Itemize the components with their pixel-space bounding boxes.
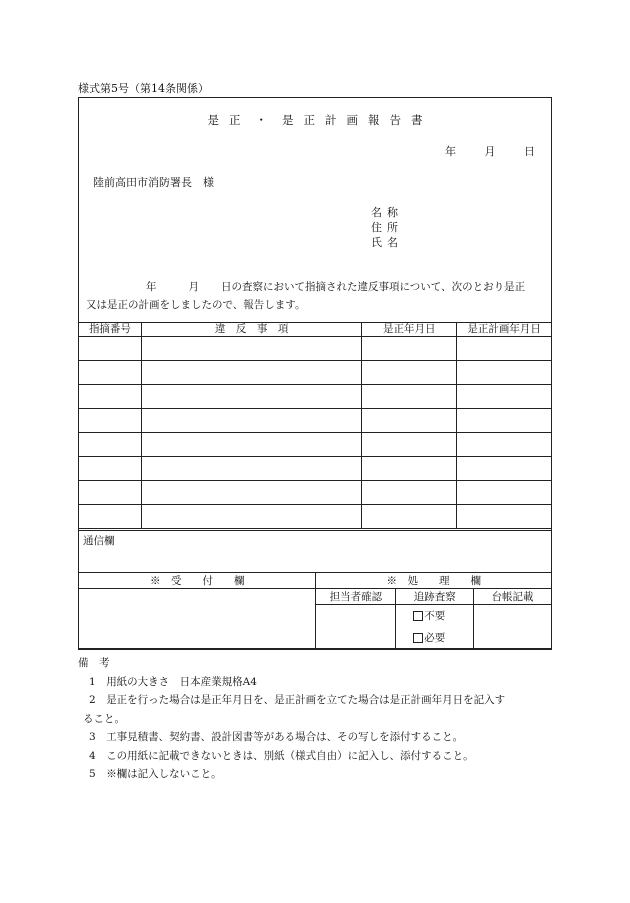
col-plan-date: 是正計画年月日 [457, 323, 552, 337]
sender-address-label: 住 所 [371, 221, 398, 234]
title-char: ・ [255, 113, 267, 127]
form-title [79, 112, 551, 128]
sender-person-label: 氏 名 [371, 236, 398, 249]
note-item: 4 この用紙に記載できないときは、別紙（様式自由）に記入し、添付すること。 [89, 749, 474, 762]
title-char: 告 [389, 113, 401, 127]
violation-table [78, 322, 552, 529]
notes-heading: 備 考 [78, 657, 110, 669]
title-char: 正 [303, 113, 315, 127]
date-day-unit: 日 [524, 145, 535, 158]
col-violation: 違 反 事 項 [141, 323, 362, 337]
follow-up-cell [396, 605, 474, 650]
sender-name-label: 名 称 [371, 206, 398, 219]
reception-cell [79, 589, 316, 650]
checkbox-icon[interactable] [413, 611, 423, 621]
office-use-table [78, 572, 552, 650]
note-item-continued: ること。 [83, 712, 125, 725]
note-item: 3 工事見積書、契約書、設計図書等がある場合は、その写しを添付すること。 [89, 731, 464, 743]
title-char: 計 [325, 113, 337, 127]
table-row [79, 409, 552, 433]
communication-label: 通信欄 [83, 535, 115, 547]
communication-field[interactable] [79, 530, 551, 572]
title-char: 正 [229, 113, 241, 127]
report-date [420, 143, 535, 159]
staff-check-cell [316, 605, 396, 650]
processing-header: ※ 処 理 欄 [316, 573, 552, 589]
checkbox-icon[interactable] [413, 633, 423, 643]
reception-header: ※ 受 付 欄 [79, 573, 316, 589]
title-char: 是 [207, 113, 219, 127]
date-year-unit: 年 [445, 145, 456, 158]
addressee: 陸前高田市消防署長 様 [93, 176, 214, 189]
note-item: 5 ※欄は記入しないこと。 [89, 768, 222, 780]
follow-up-header: 追跡査察 [396, 589, 474, 605]
title-char: 書 [411, 113, 423, 127]
col-item-number: 指摘番号 [79, 323, 142, 337]
col-correction-date: 是正年月日 [362, 323, 457, 337]
note-item: 1 用紙の大きさ 日本産業規格A4 [89, 675, 257, 688]
table-row [79, 337, 552, 361]
title-char: 画 [346, 113, 358, 127]
note-item: 2 是正を行った場合は是正年月日を、是正計画を立てた場合は是正計画年月日を記入す [89, 694, 506, 706]
ledger-header: 台帳記載 [474, 589, 552, 605]
option-needed[interactable]: 必要 [413, 627, 473, 649]
title-char: 報 [368, 113, 380, 127]
form-number-label: 様式第5号（第14条関係） [78, 82, 209, 95]
notes [78, 654, 505, 784]
option-not-needed[interactable]: 不要 [413, 605, 473, 627]
table-row [79, 481, 552, 505]
body-line-1: 年 月 日の査察において指摘された違反事項について、次のとおり是正 [146, 281, 526, 293]
table-row [79, 457, 552, 481]
report-body [86, 278, 548, 314]
ledger-cell [474, 605, 552, 650]
table-row [79, 385, 552, 409]
table-row [79, 433, 552, 457]
date-month-unit: 月 [484, 145, 496, 158]
table-row [79, 505, 552, 529]
body-line-2: 又は是正の計画をしましたので、報告します。 [86, 299, 306, 311]
table-row [79, 361, 552, 385]
report-form [78, 97, 552, 649]
title-char: 是 [282, 113, 294, 127]
staff-check-header: 担当者確認 [316, 589, 396, 605]
